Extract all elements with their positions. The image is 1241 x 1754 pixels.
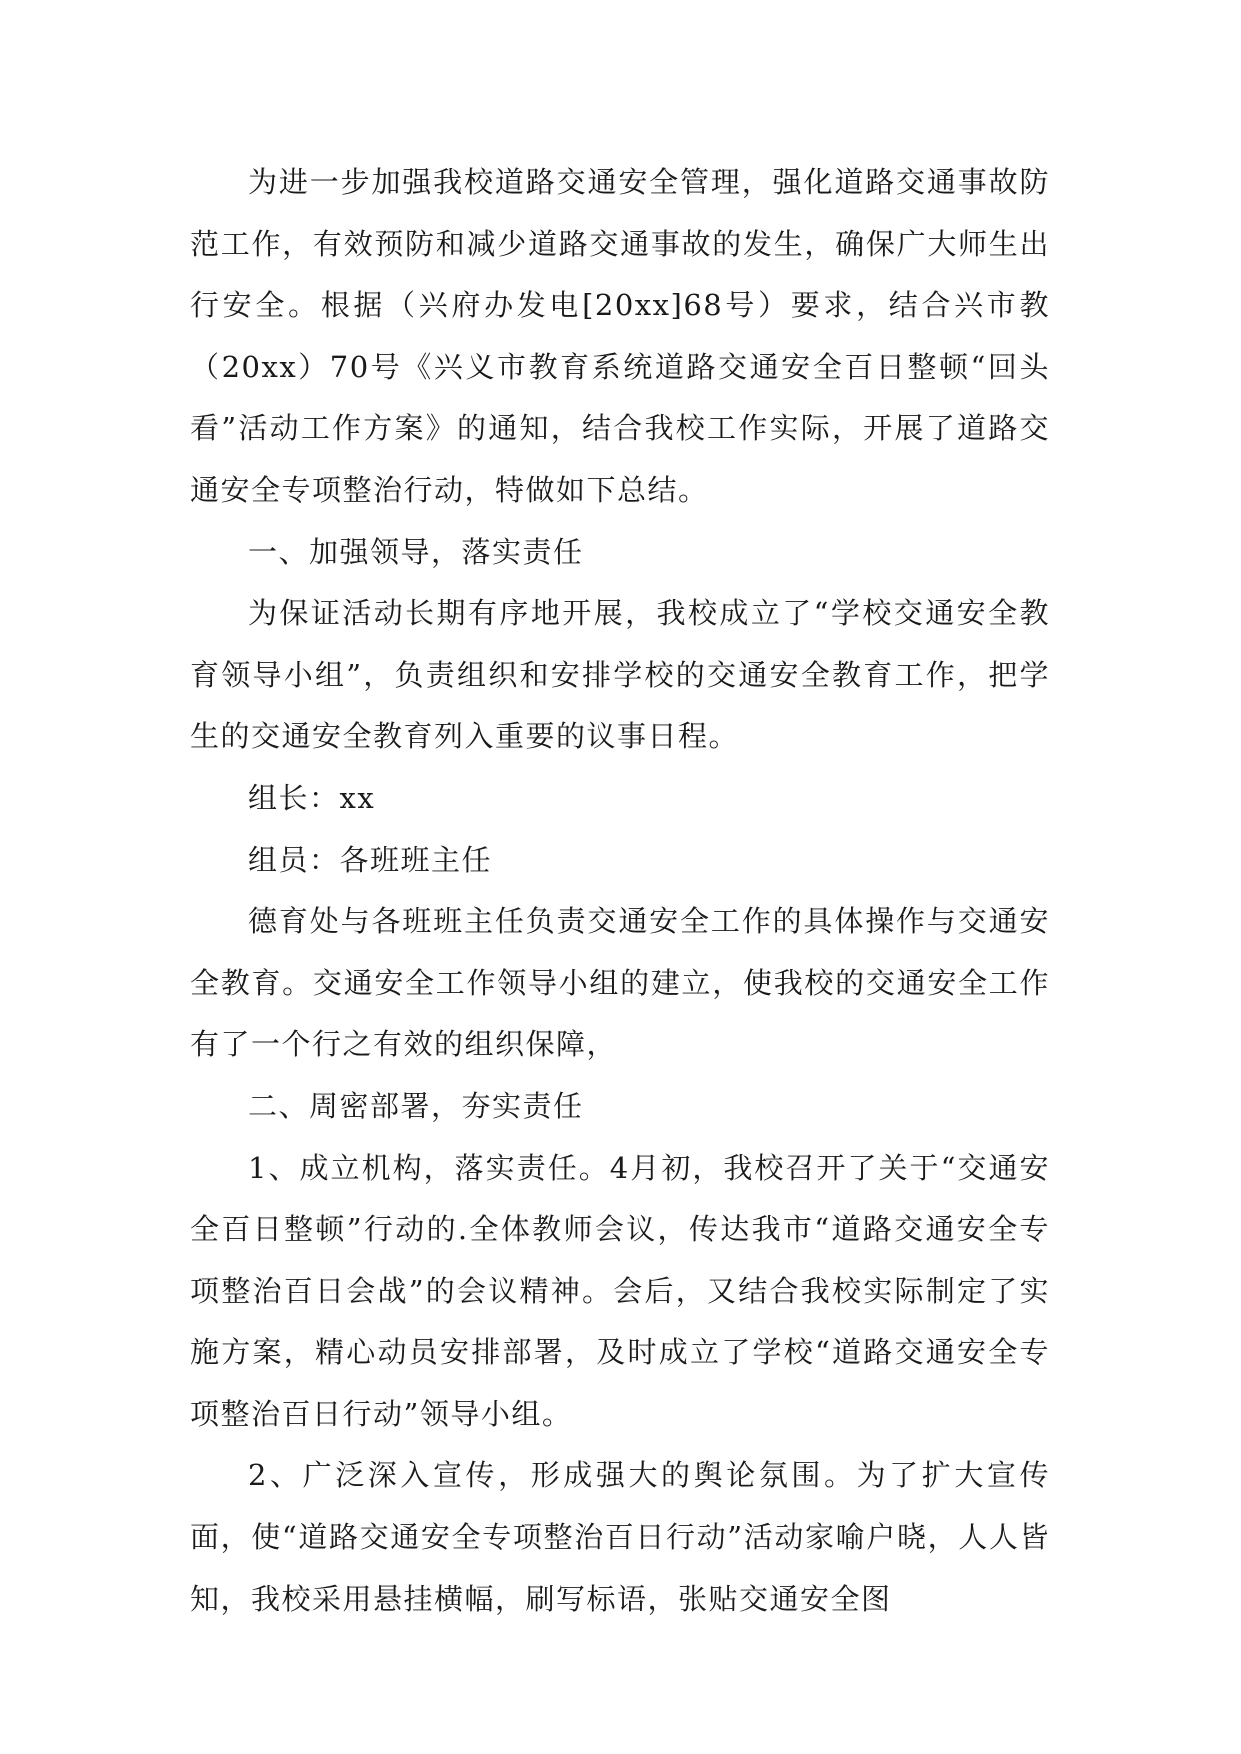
- body-paragraph: 为保证活动长期有序地开展，我校成立了“学校交通安全教育领导小组”，负责组织和安排学校的交通安全教育工作，把学生的交通安全教育列入重要的议事日程。: [190, 596, 1050, 754]
- group-members-line: 组员：各班班主任: [248, 842, 493, 877]
- intro-paragraph: 为进一步加强我校道路交通安全管理，强化道路交通事故防范工作，有效预防和减少道路交通事故的发生，确保广大师生出行安全。根据（兴府办发电[20xx]68号）要求，结合兴市教（20xx）70号《兴义市教育系统道路交通安全百日整顿“回头看”活动工作方案》的通知，结合我校工作实际，开展了道路交通安全专项整治行动，特做如下总结。: [190, 165, 1050, 507]
- document-body: [190, 152, 1050, 1630]
- section-heading-1: 一、加强领导，落实责任: [248, 534, 584, 569]
- numbered-paragraph-2: 2、广泛深入宣传，形成强大的舆论氛围。为了扩大宣传面，使“道路交通安全专项整治百日行动”活动家喻户晓，人人皆知，我校采用悬挂横幅，刷写标语，张贴交通安全图: [190, 1458, 1050, 1616]
- section-heading-2: 二、周密部署，夯实责任: [248, 1088, 584, 1123]
- group-leader-line: 组长：xx: [248, 780, 376, 815]
- numbered-paragraph-1: 1、成立机构，落实责任。4月初，我校召开了关于“交通安全百日整顿”行动的.全体教师会议，传达我市“道路交通安全专项整治百日会战”的会议精神。会后，又结合我校实际制定了实施方案，精心动员安排部署，及时成立了学校“道路交通安全专项整治百日行动”领导小组。: [190, 1150, 1050, 1431]
- body-paragraph: 德育处与各班班主任负责交通安全工作的具体操作与交通安全教育。交通安全工作领导小组的建立，使我校的交通安全工作有了一个行之有效的组织保障，: [190, 904, 1050, 1062]
